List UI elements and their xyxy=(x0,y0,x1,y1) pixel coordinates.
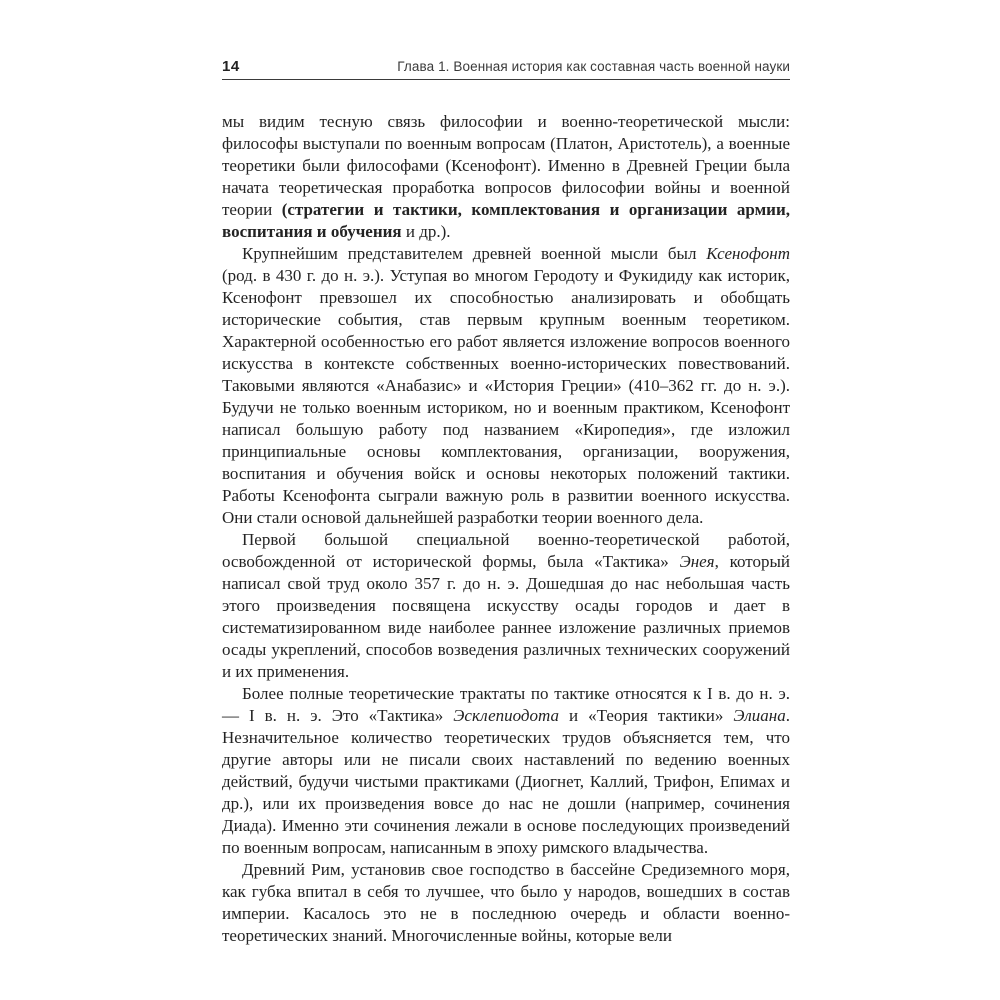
page-number: 14 xyxy=(222,58,240,75)
text-run: и «Теория тактики» xyxy=(559,706,734,725)
running-header-title: Глава 1. Военная история как составная часть военной науки xyxy=(397,59,790,74)
italic-text-run: Ксенофонт xyxy=(706,244,790,263)
paragraph xyxy=(222,111,790,243)
header-rule xyxy=(222,79,790,80)
paragraph xyxy=(222,683,790,859)
book-page xyxy=(222,58,790,947)
bold-text-run: (стратегии и тактики, комплектования и организации армии, воспитания и обучения xyxy=(222,200,791,241)
paragraph xyxy=(222,243,790,529)
text-run: (род. в 430 г. до н. э.). Уступая во многом Геродоту и Фукидиду как историк, Ксенофонт превзошел их способностью анализировать и обобщать исторические события, став первым крупным военным теоретиком. Характерной особенностью его работ является изложение вопросов военного искусства в контексте собственных военно-исторических повествований. Таковыми являются «Анабазис» и «История Греции» (410–362 гг. до н. э.). Будучи не только военным историком, но и военным практиком, Ксенофонт написал большую работу под названием «Киропедия», где изложил принципиальные основы комплектования, организации, вооружения, воспитания и обучения войск и основы некоторых положений тактики. Работы Ксенофонта сыграли важную роль в развитии военного искусства. Они стали основой дальнейшей разработки теории военного дела. xyxy=(222,266,790,527)
text-run: Древний Рим, установив свое господство в бассейне Средиземного моря, как губка впитал в себя то лучшее, что было у народов, вошедших в состав империи. Касалось это не в последнюю очередь и области военно-теоретических знаний. Многочисленные войны, которые вели xyxy=(222,860,790,945)
body-text xyxy=(222,111,790,947)
text-run: , который написал свой труд около 357 г. до н. э. Дошедшая до нас небольшая часть этого произведения посвящена искусству осады городов и дает в систематизированном виде наиболее раннее изложение различных приемов осады укреплений, способов возведения различных технических сооружений и их применения. xyxy=(222,552,790,681)
text-run: Первой большой специальной военно-теоретической работой, освобожденной от исторической формы, была «Тактика» xyxy=(222,530,790,571)
text-run: мы видим тесную связь философии и военно-теоретической мысли: философы выступали по военным вопросам (Платон, Аристотель), а военные теоретики были философами (Ксенофонт). Именно в Древней Греции была начата теоретическая проработка вопросов философии войны и военной теории xyxy=(222,112,790,219)
italic-text-run: Энея xyxy=(679,552,715,571)
text-run: Крупнейшим представителем древней военной мысли был xyxy=(242,244,707,263)
running-header xyxy=(222,58,790,75)
text-run: Более полные теоретические трактаты по тактике относятся к I в. до н. э. — I в. н. э. Это «Тактика» xyxy=(222,684,790,725)
text-run: . Незначительное количество теоретических трудов объясняется тем, что другие авторы или не писали своих наставлений по ведению военных действий, будучи чистыми практиками (Диогнет, Каллий, Трифон, Епимах и др.), или их произведения вовсе до нас не дошли (например, сочинения Диада). Именно эти сочинения лежали в основе последующих произведений по военным вопросам, написанным в эпоху римского владычества. xyxy=(222,706,790,857)
paragraph xyxy=(222,859,790,947)
italic-text-run: Эсклепиодота xyxy=(453,706,560,725)
italic-text-run: Элиана xyxy=(733,706,786,725)
paragraph xyxy=(222,529,790,683)
text-run: и др.). xyxy=(401,222,451,241)
